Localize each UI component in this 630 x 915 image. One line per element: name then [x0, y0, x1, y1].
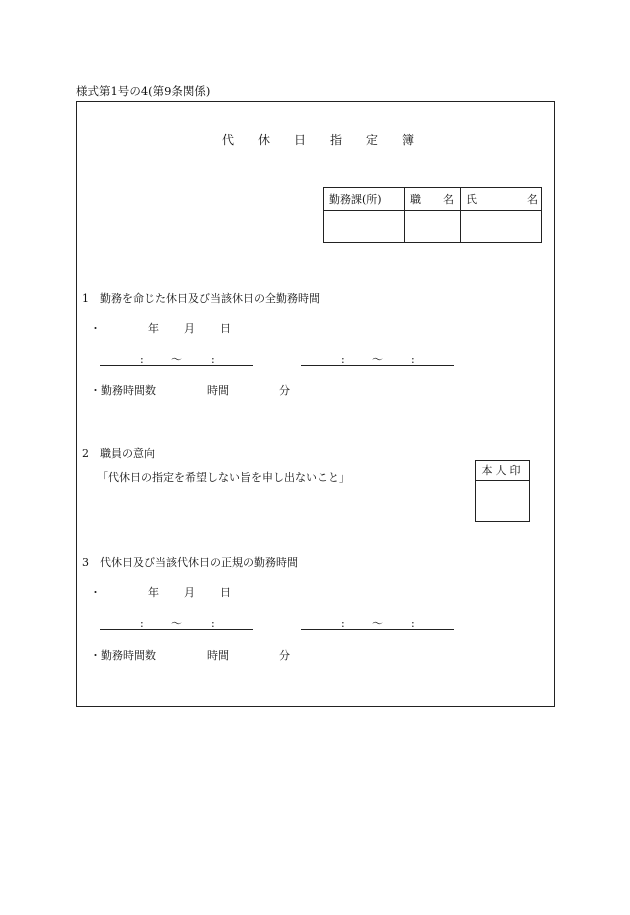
- staff-table: [323, 187, 542, 243]
- section1-range1-tilde: 〜: [171, 353, 182, 366]
- personal-seal-label: 本人印: [481, 464, 524, 477]
- section1-hours-label: ・勤務時間数: [90, 384, 156, 397]
- title-char-3: 日: [294, 133, 307, 147]
- section3-range2-tilde: 〜: [372, 617, 383, 630]
- dept-header: 勤務課(所): [329, 193, 382, 206]
- title-char-1: 代: [222, 133, 235, 147]
- section1-year: 年: [148, 322, 159, 335]
- section1-range1-underline[interactable]: [100, 365, 253, 366]
- section1-range2-start-colon: :: [341, 353, 345, 366]
- section3-range1-end-colon: :: [211, 617, 215, 630]
- name-header-b: 名: [527, 193, 538, 206]
- section2-heading: 2 職員の意向: [82, 447, 155, 460]
- section1-range2-end-colon: :: [411, 353, 415, 366]
- section3-minute-unit: 分: [279, 649, 290, 662]
- section3-range2-end-colon: :: [411, 617, 415, 630]
- section1-range2-underline[interactable]: [301, 365, 454, 366]
- section3-heading: 3 代休日及び当該代休日の正規の勤務時間: [82, 556, 298, 569]
- section1-day: 日: [220, 322, 231, 335]
- section1-bullet: ・: [90, 322, 101, 335]
- name-cell[interactable]: [461, 211, 541, 242]
- section3-range1-start-colon: :: [140, 617, 144, 630]
- section1-hour-unit: 時間: [207, 384, 229, 397]
- title-char-5: 定: [366, 133, 379, 147]
- section2-statement: 「代休日の指定を希望しない旨を申し出ないこと」: [97, 471, 350, 484]
- position-header-a: 職: [410, 193, 421, 206]
- section3-range1-underline[interactable]: [100, 629, 253, 630]
- section1-minute-unit: 分: [279, 384, 290, 397]
- section3-range2-start-colon: :: [341, 617, 345, 630]
- section3-hours-label: ・勤務時間数: [90, 649, 156, 662]
- section1-range1-end-colon: :: [211, 353, 215, 366]
- section1-heading: 1 勤務を命じた休日及び当該休日の全勤務時間: [82, 292, 320, 305]
- dept-cell[interactable]: [324, 211, 404, 242]
- section3-range2-underline[interactable]: [301, 629, 454, 630]
- personal-seal-divider: [476, 480, 529, 481]
- title-char-2: 休: [258, 133, 271, 147]
- title-char-4: 指: [330, 133, 343, 147]
- section1-range1-start-colon: :: [140, 353, 144, 366]
- section3-year: 年: [148, 586, 159, 599]
- section3-range1-tilde: 〜: [171, 617, 182, 630]
- section3-day: 日: [220, 586, 231, 599]
- section1-month: 月: [184, 322, 195, 335]
- section3-hour-unit: 時間: [207, 649, 229, 662]
- section3-month: 月: [184, 586, 195, 599]
- name-header-a: 氏: [466, 193, 477, 206]
- form-caption: 様式第1号の4(第9条関係): [76, 84, 211, 98]
- title-char-6: 簿: [402, 133, 415, 147]
- personal-seal-box[interactable]: [475, 460, 530, 522]
- position-header-b: 名: [443, 193, 454, 206]
- position-cell[interactable]: [405, 211, 460, 242]
- section1-range2-tilde: 〜: [372, 353, 383, 366]
- section3-bullet: ・: [90, 586, 101, 599]
